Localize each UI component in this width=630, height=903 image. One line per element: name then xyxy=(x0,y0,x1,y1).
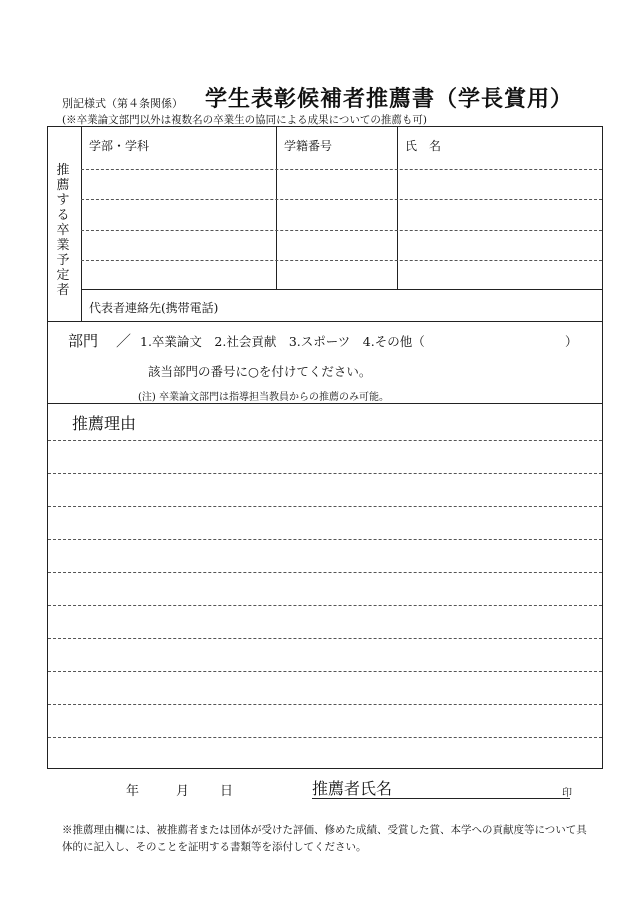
nominee-row-1[interactable] xyxy=(81,169,602,170)
reason-line[interactable] xyxy=(48,440,602,441)
page-title: 学生表彰候補者推薦書（学長賞用） xyxy=(205,86,574,112)
section-divider-2 xyxy=(48,403,602,404)
reason-line[interactable] xyxy=(48,638,602,639)
nominee-row-4[interactable] xyxy=(81,260,602,261)
reason-label: 推薦理由 xyxy=(72,414,137,433)
column-divider-2 xyxy=(397,127,398,289)
column-faculty: 学部・学科 xyxy=(89,139,150,153)
column-student-id: 学籍番号 xyxy=(284,139,333,153)
side-divider xyxy=(81,127,82,321)
reason-line[interactable] xyxy=(48,506,602,507)
footnote: ※推薦理由欄には、被推薦者または団体が受けた評価、修めた成績、受賞した賞、本学への貢献度等について具体的に記入し、そのことを証明する書類等を添付してください。 xyxy=(62,824,587,853)
department-slash: ／ xyxy=(116,332,132,350)
nominee-row-2[interactable] xyxy=(81,199,602,200)
signature-line[interactable] xyxy=(312,798,570,799)
date-day: 日 xyxy=(220,784,234,799)
nominee-side-label: 推 薦 す る 卒 業 予 定 者 xyxy=(56,163,70,298)
signature-label: 推薦者氏名 xyxy=(312,779,393,798)
contact-divider xyxy=(81,289,602,290)
nominee-row-3[interactable] xyxy=(81,230,602,231)
date-month: 月 xyxy=(176,784,190,799)
reason-line[interactable] xyxy=(48,539,602,540)
reason-line[interactable] xyxy=(48,704,602,705)
column-name: 氏 名 xyxy=(405,139,442,153)
reason-line[interactable] xyxy=(48,737,602,738)
seal-mark: 印 xyxy=(562,788,572,799)
department-label: 部門 xyxy=(68,332,99,350)
date-year: 年 xyxy=(126,784,140,799)
column-divider-1 xyxy=(276,127,277,289)
reason-line[interactable] xyxy=(48,605,602,606)
reason-line[interactable] xyxy=(48,572,602,573)
section-divider-1 xyxy=(48,321,602,322)
contact-label: 代表者連絡先(携帯電話) xyxy=(89,301,219,315)
department-close-paren: ） xyxy=(565,334,578,349)
department-options[interactable]: 1.卒業論文 2.社会貢献 3.スポーツ 4.その他（ xyxy=(140,334,425,349)
nomination-form xyxy=(47,126,603,769)
form-number: 別記様式（第４条関係） xyxy=(62,97,183,110)
header-note: (※卒業論文部門以外は複数名の卒業生の協同による成果についての推薦も可) xyxy=(62,114,427,126)
reason-line[interactable] xyxy=(48,671,602,672)
department-instruction: 該当部門の番号に○を付けてください。 xyxy=(148,364,372,379)
department-note: (注) 卒業論文部門は指導担当教員からの推薦のみ可能。 xyxy=(138,392,389,403)
reason-line[interactable] xyxy=(48,473,602,474)
